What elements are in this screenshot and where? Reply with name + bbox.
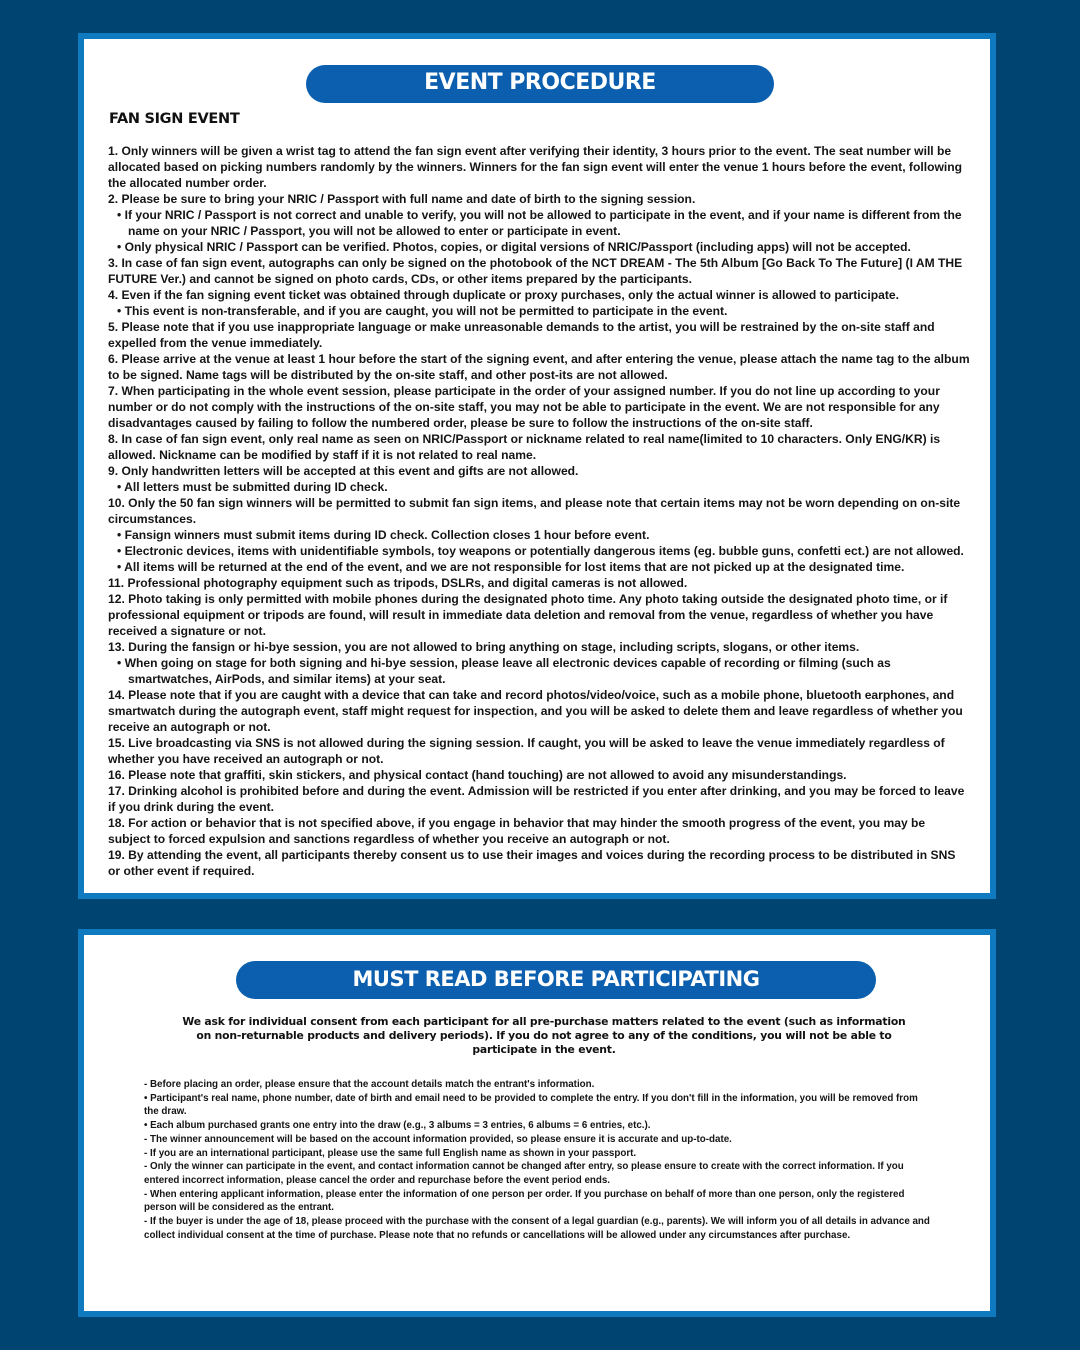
pre-purchase-note: • Participant's real name, phone number, date of birth and email need to be provided to complete the entry. If you don't fill in the information, you will be removed from the draw. bbox=[144, 1092, 918, 1118]
rule-item: 16. Please note that graffiti, skin stickers, and physical contact (hand touching) are not allowed to avoid any misunderstandings. bbox=[108, 768, 847, 782]
must-read-panel bbox=[78, 929, 996, 1317]
pre-purchase-note: - The winner announcement will be based on the account information provided, so please ensure it is accurate and up-to-date. bbox=[144, 1133, 732, 1145]
rule-item: 11. Professional photography equipment such as tripods, DSLRs, and digital cameras is not allowed. bbox=[108, 576, 688, 590]
rule-sub-bullet: • Electronic devices, items with unidentifiable symbols, toy weapons or potentially dangerous items (eg. bubble guns, confetti ect.) are not allowed. bbox=[117, 544, 964, 558]
pre-purchase-note: - Before placing an order, please ensure that the account details match the entrant's information. bbox=[144, 1079, 595, 1090]
rule-item: 6. Please arrive at the venue at least 1 hour before the start of the signing event, and after entering the venue, please attach the name tag to the album to be signed. Name tags will be distributed by the on-site staff, and other post-its are not allowed. bbox=[108, 352, 970, 382]
rule-item: 8. In case of fan sign event, only real name as seen on NRIC/Passport or nickname related to real name(limited to 10 characters. Only ENG/KR) is allowed. Nickname can be modified by staff if it is not related to real name. bbox=[108, 432, 941, 462]
rule-item: 18. For action or behavior that is not specified above, if you engage in behavior that may hinder the smooth progress of the event, you may be subject to forced expulsion and sanctions regardless of whether you receive an autograph or not. bbox=[108, 816, 926, 846]
pre-purchase-note: - If the buyer is under the age of 18, please proceed with the purchase with the consent of a legal guardian (e.g., parents). We will inform you of all details in advance and collect individual consent at the time of purchase. Please note that no refunds or cancellations will be allowed under any circumstances after purchase. bbox=[144, 1216, 930, 1241]
rule-sub-bullet: • If your NRIC / Passport is not correct and unable to verify, you will not be allowed to participate in the event, and if your name is different from the name on your NRIC / Passport, you will not be allowed to enter or participate in event. bbox=[117, 208, 962, 238]
pre-purchase-note: - If you are an international participant, please use the same full English name as shown in your passport. bbox=[144, 1147, 637, 1159]
rule-item: 12. Photo taking is only permitted with mobile phones during the designated photo time. Any photo taking outside the designated photo time, or if professional equipment or tripods are found, will result in immediate data deletion and removal from the venue, regardless of whether you have received a signature or not. bbox=[108, 592, 948, 638]
rule-item: 19. By attending the event, all participants thereby consent us to use their images and voices during the recording process to be distributed in SNS or other event if required. bbox=[108, 848, 956, 878]
rule-sub-bullet: • Only physical NRIC / Passport can be verified. Photos, copies, or digital versions of NRIC/Passport (including apps) will not be accepted. bbox=[117, 240, 911, 254]
rule-sub-bullet: • All items will be returned at the end of the event, and we are not responsible for lost items that are not picked up at the designated time. bbox=[117, 560, 905, 574]
rule-sub-bullet: • When going on stage for both signing and hi-bye session, please leave all electronic devices capable of recording or filming (such as smartwatches, AirPods, and similar items) at your seat. bbox=[117, 656, 891, 686]
rule-sub-bullet: • Fansign winners must submit items during ID check. Collection closes 1 hour before event. bbox=[117, 528, 650, 542]
pre-purchase-note: • Each album purchased grants one entry into the draw (e.g., 3 albums = 3 entries, 6 albums = 6 entries, etc.). bbox=[144, 1120, 651, 1132]
rule-item: 5. Please note that if you use inappropriate language or make unreasonable demands to the artist, you will be restrained by the on-site staff and expelled from the venue immediately. bbox=[108, 320, 935, 350]
fan-sign-event-heading: FAN SIGN EVENT bbox=[109, 111, 240, 127]
rule-item: 17. Drinking alcohol is prohibited before and during the event. Admission will be restricted if you enter after drinking, and you may be forced to leave if you drink during the event. bbox=[108, 784, 965, 814]
rule-sub-bullet: • All letters must be submitted during ID check. bbox=[117, 480, 388, 494]
must-read-title: MUST READ BEFORE PARTICIPATING bbox=[236, 961, 876, 999]
pre-purchase-notes-list bbox=[144, 1078, 934, 1242]
rule-item: 15. Live broadcasting via SNS is not allowed during the signing session. If caught, you will be asked to leave the venue immediately regardless of whether you have received an autograph or not. bbox=[108, 736, 945, 766]
pre-purchase-note: - When entering applicant information, please enter the information of one person per order. If you purchase on behalf of more than one person, only the registered person will be considered as the entrant. bbox=[144, 1188, 905, 1214]
consent-intro-text: We ask for individual consent from each participant for all pre-purchase matters related to the event (such as information on non-returnable products and delivery periods). If you do not agree to any of the conditions, you will not be able to participate in the event. bbox=[182, 1015, 906, 1056]
rule-item: 13. During the fansign or hi-bye session, you are not allowed to bring anything on stage, including scripts, slogans, or other items. bbox=[108, 640, 860, 654]
rule-item: 9. Only handwritten letters will be accepted at this event and gifts are not allowed. bbox=[108, 464, 579, 478]
rule-item: 3. In case of fan sign event, autographs can only be signed on the photobook of the NCT DREAM - The 5th Album [Go Back To The Future] (I AM THE FUTURE Ver.) and cannot be signed on photo cards, CDs, or other items prepared by the participants. bbox=[108, 256, 963, 286]
rule-sub-bullet: • This event is non-transferable, and if you are caught, you will not be permitted to participate in the event. bbox=[117, 304, 728, 318]
rule-item: 2. Please be sure to bring your NRIC / Passport with full name and date of birth to the signing session. bbox=[108, 192, 696, 206]
rule-item: 4. Even if the fan signing event ticket was obtained through duplicate or proxy purchases, only the actual winner is allowed to participate. bbox=[108, 288, 899, 302]
rule-item: 14. Please note that if you are caught with a device that can take and record photos/video/voice, such as a mobile phone, bluetooth earphones, and smartwatch during the autograph event, staff might request for inspection, and you will be asked to delete them and leave regardless of whether you receive an autograph or not. bbox=[108, 688, 963, 734]
pre-purchase-note: - Only the winner can participate in the event, and contact information cannot be changed after entry, so please ensure to create with the correct information. If you entered incorrect information, please cancel the order and repurchase before the event period ends. bbox=[144, 1161, 904, 1186]
rule-item: 10. Only the 50 fan sign winners will be permitted to submit fan sign items, and please note that certain items may not be worn depending on on-site circumstances. bbox=[108, 496, 961, 526]
event-procedure-panel bbox=[78, 33, 996, 899]
event-procedure-title: EVENT PROCEDURE bbox=[306, 65, 774, 103]
event-rules-list bbox=[108, 143, 970, 879]
rule-item: 7. When participating in the whole event session, please participate in the order of your assigned number. If you do not line up according to your number or do not comply with the instructions of the on-site staff, you may not be able to participate in the event. We are not responsible for any disadvantages caused by failing to follow the numbered order, please be sure to follow the instructions of the on-site staff. bbox=[108, 384, 940, 430]
rule-item: 1. Only winners will be given a wrist tag to attend the fan sign event after verifying their identity, 3 hours prior to the event. The seat number will be allocated based on picking numbers randomly by the winners. Winners for the fan sign event will enter the venue 1 hours before the event, following the allocated number order. bbox=[108, 144, 962, 190]
